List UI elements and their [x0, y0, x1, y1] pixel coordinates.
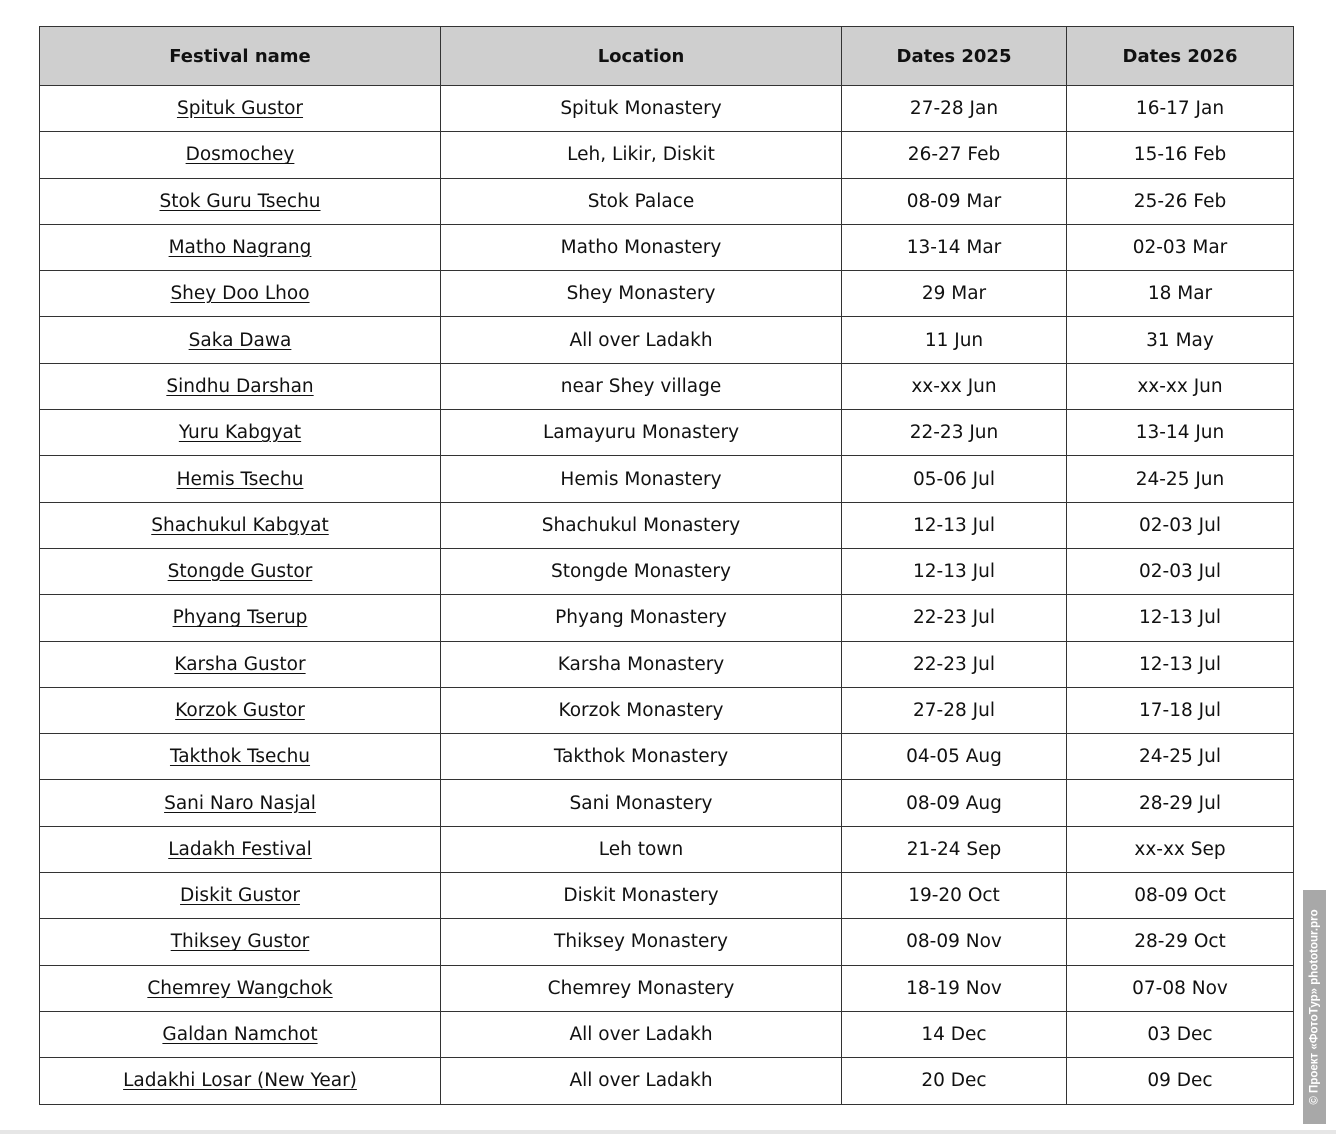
- dates-2026-cell: 09 Dec: [1067, 1058, 1294, 1104]
- location-cell: Matho Monastery: [441, 224, 842, 270]
- location-cell: Hemis Monastery: [441, 456, 842, 502]
- location-cell: Karsha Monastery: [441, 641, 842, 687]
- location-cell: All over Ladakh: [441, 1011, 842, 1057]
- dates-2026-cell: 08-09 Oct: [1067, 873, 1294, 919]
- festival-link[interactable]: Galdan Namchot: [162, 1024, 318, 1046]
- dates-2026-cell: 02-03 Mar: [1067, 224, 1294, 270]
- location-cell: Shey Monastery: [441, 271, 842, 317]
- header-festival-name: Festival name: [40, 27, 441, 86]
- dates-2026-cell: 02-03 Jul: [1067, 548, 1294, 594]
- festival-link[interactable]: Thiksey Gustor: [170, 931, 310, 953]
- festival-name-cell: [40, 410, 441, 456]
- dates-2025-cell: 18-19 Nov: [842, 965, 1067, 1011]
- festival-link[interactable]: Sani Naro Nasjal: [164, 792, 316, 814]
- festival-name-cell: [40, 363, 441, 409]
- dates-2026-cell: 12-13 Jul: [1067, 641, 1294, 687]
- table-header: [40, 27, 1294, 86]
- festival-link[interactable]: Dosmochey: [185, 144, 295, 166]
- table-row: [40, 641, 1294, 687]
- table-body: [40, 86, 1294, 1105]
- festival-name-cell: [40, 1058, 441, 1104]
- location-cell: Diskit Monastery: [441, 873, 842, 919]
- dates-2026-cell: 15-16 Feb: [1067, 132, 1294, 178]
- table-row: [40, 224, 1294, 270]
- festival-link[interactable]: Matho Nagrang: [168, 237, 312, 259]
- location-cell: Spituk Monastery: [441, 86, 842, 132]
- dates-2025-cell: 14 Dec: [842, 1011, 1067, 1057]
- dates-2025-cell: 08-09 Nov: [842, 919, 1067, 965]
- dates-2025-cell: 22-23 Jul: [842, 641, 1067, 687]
- festival-link[interactable]: Shachukul Kabgyat: [151, 514, 329, 536]
- dates-2025-cell: 27-28 Jan: [842, 86, 1067, 132]
- dates-2025-cell: 11 Jun: [842, 317, 1067, 363]
- festival-name-cell: [40, 687, 441, 733]
- table-row: [40, 919, 1294, 965]
- festival-link[interactable]: Shey Doo Lhoo: [170, 283, 310, 305]
- dates-2025-cell: 05-06 Jul: [842, 456, 1067, 502]
- dates-2026-cell: 13-14 Jun: [1067, 410, 1294, 456]
- festival-link[interactable]: Stongde Gustor: [167, 561, 313, 583]
- festival-name-cell: [40, 734, 441, 780]
- festival-table: [39, 26, 1294, 1105]
- header-row: [40, 27, 1294, 86]
- festival-link[interactable]: Takthok Tsechu: [169, 746, 311, 768]
- festival-link[interactable]: Korzok Gustor: [175, 700, 305, 721]
- location-cell: Shachukul Monastery: [441, 502, 842, 548]
- dates-2025-cell: 27-28 Jul: [842, 687, 1067, 733]
- festival-link[interactable]: Chemrey Wangchok: [147, 977, 333, 999]
- header-dates-2026: Dates 2026: [1067, 27, 1294, 86]
- dates-2026-cell: 31 May: [1067, 317, 1294, 363]
- table-row: [40, 456, 1294, 502]
- table-row: [40, 826, 1294, 872]
- festival-name-cell: [40, 224, 441, 270]
- location-cell: Leh, Likir, Diskit: [441, 132, 842, 178]
- dates-2026-cell: 24-25 Jul: [1067, 734, 1294, 780]
- dates-2026-cell: xx-xx Jun: [1067, 363, 1294, 409]
- festival-name-cell: [40, 132, 441, 178]
- dates-2026-cell: 02-03 Jul: [1067, 502, 1294, 548]
- dates-2025-cell: 12-13 Jul: [842, 502, 1067, 548]
- festival-name-cell: [40, 826, 441, 872]
- festival-name-cell: [40, 271, 441, 317]
- table-row: [40, 1011, 1294, 1057]
- festival-name-cell: [40, 595, 441, 641]
- dates-2025-cell: 21-24 Sep: [842, 826, 1067, 872]
- dates-2026-cell: 16-17 Jan: [1067, 86, 1294, 132]
- location-cell: Korzok Monastery: [441, 687, 842, 733]
- location-cell: Stok Palace: [441, 178, 842, 224]
- location-cell: Lamayuru Monastery: [441, 410, 842, 456]
- dates-2026-cell: 03 Dec: [1067, 1011, 1294, 1057]
- dates-2026-cell: 12-13 Jul: [1067, 595, 1294, 641]
- watermark-text: © Проект «ФотоТур» phototour.pro: [1308, 909, 1321, 1105]
- table-row: [40, 317, 1294, 363]
- dates-2025-cell: 13-14 Mar: [842, 224, 1067, 270]
- festival-table-container: [39, 26, 1293, 1105]
- festival-link[interactable]: Saka Dawa: [188, 329, 292, 351]
- dates-2025-cell: 22-23 Jun: [842, 410, 1067, 456]
- location-cell: near Shey village: [441, 363, 842, 409]
- festival-link[interactable]: Diskit Gustor: [180, 885, 300, 907]
- festival-name-cell: [40, 919, 441, 965]
- table-row: [40, 178, 1294, 224]
- dates-2025-cell: 20 Dec: [842, 1058, 1067, 1104]
- festival-name-cell: [40, 178, 441, 224]
- festival-name-cell: [40, 641, 441, 687]
- festival-name-cell: [40, 965, 441, 1011]
- festival-link[interactable]: Yuru Kabgyat: [178, 422, 302, 444]
- header-dates-2025: Dates 2025: [842, 27, 1067, 86]
- festival-name-cell: [40, 1011, 441, 1057]
- location-cell: Leh town: [441, 826, 842, 872]
- festival-link[interactable]: Ladakhi Losar (New Year): [123, 1070, 357, 1092]
- watermark: [1303, 890, 1326, 1124]
- festival-name-cell: [40, 456, 441, 502]
- dates-2025-cell: 19-20 Oct: [842, 873, 1067, 919]
- dates-2025-cell: 26-27 Feb: [842, 132, 1067, 178]
- location-cell: Phyang Monastery: [441, 595, 842, 641]
- dates-2026-cell: 17-18 Jul: [1067, 687, 1294, 733]
- festival-link[interactable]: Karsha Gustor: [174, 653, 306, 675]
- festival-link[interactable]: Ladakh Festival: [168, 838, 312, 860]
- dates-2025-cell: 08-09 Aug: [842, 780, 1067, 826]
- festival-name-cell: [40, 502, 441, 548]
- dates-2026-cell: 07-08 Nov: [1067, 965, 1294, 1011]
- festival-name-cell: [40, 873, 441, 919]
- table-row: [40, 595, 1294, 641]
- location-cell: Stongde Monastery: [441, 548, 842, 594]
- festival-link[interactable]: Hemis Tsechu: [176, 468, 304, 490]
- dates-2025-cell: 04-05 Aug: [842, 734, 1067, 780]
- table-row: [40, 780, 1294, 826]
- dates-2025-cell: xx-xx Jun: [842, 363, 1067, 409]
- location-cell: All over Ladakh: [441, 1058, 842, 1104]
- table-row: [40, 502, 1294, 548]
- dates-2026-cell: 24-25 Jun: [1067, 456, 1294, 502]
- table-row: [40, 548, 1294, 594]
- festival-name-cell: [40, 86, 441, 132]
- dates-2026-cell: 28-29 Jul: [1067, 780, 1294, 826]
- table-row: [40, 687, 1294, 733]
- header-location: Location: [441, 27, 842, 86]
- location-cell: Thiksey Monastery: [441, 919, 842, 965]
- table-row: [40, 965, 1294, 1011]
- location-cell: Chemrey Monastery: [441, 965, 842, 1011]
- dates-2026-cell: 25-26 Feb: [1067, 178, 1294, 224]
- table-row: [40, 873, 1294, 919]
- dates-2025-cell: 29 Mar: [842, 271, 1067, 317]
- table-row: [40, 734, 1294, 780]
- table-row: [40, 410, 1294, 456]
- dates-2025-cell: 12-13 Jul: [842, 548, 1067, 594]
- table-row: [40, 363, 1294, 409]
- festival-name-cell: [40, 548, 441, 594]
- table-row: [40, 86, 1294, 132]
- page-bottom-divider: [0, 1130, 1336, 1134]
- festival-link[interactable]: Sindhu Darshan: [166, 375, 314, 397]
- location-cell: Sani Monastery: [441, 780, 842, 826]
- location-cell: Takthok Monastery: [441, 734, 842, 780]
- dates-2026-cell: 28-29 Oct: [1067, 919, 1294, 965]
- table-row: [40, 271, 1294, 317]
- dates-2025-cell: 22-23 Jul: [842, 595, 1067, 641]
- dates-2026-cell: xx-xx Sep: [1067, 826, 1294, 872]
- dates-2025-cell: 08-09 Mar: [842, 178, 1067, 224]
- festival-name-cell: [40, 780, 441, 826]
- table-row: [40, 1058, 1294, 1104]
- festival-link[interactable]: Spituk Gustor: [176, 98, 304, 120]
- festival-name-cell: [40, 317, 441, 363]
- location-cell: All over Ladakh: [441, 317, 842, 363]
- table-row: [40, 132, 1294, 178]
- festival-link[interactable]: Phyang Tserup: [172, 607, 308, 629]
- festival-link[interactable]: Stok Guru Tsechu: [159, 190, 321, 212]
- dates-2026-cell: 18 Mar: [1067, 271, 1294, 317]
